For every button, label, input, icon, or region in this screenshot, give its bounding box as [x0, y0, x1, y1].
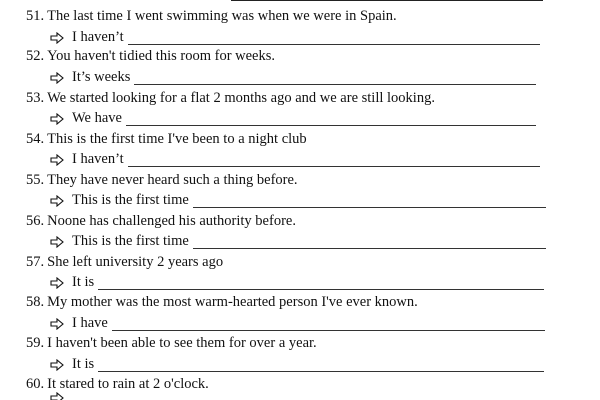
question-number: 58. [26, 294, 45, 310]
question-56 [26, 213, 296, 229]
question-55 [26, 172, 298, 188]
arrow-icon [50, 277, 64, 289]
arrow-icon [50, 154, 64, 166]
answer-blank[interactable] [98, 359, 544, 372]
question-number: 60. [26, 376, 45, 392]
question-text: They have never heard such a thing before. [47, 172, 298, 188]
question-57 [26, 254, 223, 270]
question-number: 52. [26, 48, 45, 64]
question-59 [26, 335, 317, 351]
question-54 [26, 131, 307, 147]
question-53 [26, 90, 435, 106]
answer-line-60 [50, 392, 72, 400]
answer-prompt: It is [72, 274, 95, 290]
question-text: The last time I went swimming was when we were in Spain. [47, 8, 397, 24]
answer-line-52 [50, 69, 536, 85]
question-58 [26, 294, 418, 310]
arrow-icon [50, 392, 64, 400]
answer-prompt: I haven’t [72, 151, 124, 167]
question-number: 56. [26, 213, 45, 229]
answer-prompt: It’s weeks [72, 69, 131, 85]
answer-prompt: I haven’t [72, 29, 124, 45]
arrow-icon [50, 236, 64, 248]
arrow-icon [50, 113, 64, 125]
answer-line-59 [50, 356, 544, 372]
answer-blank[interactable] [128, 32, 540, 45]
answer-blank[interactable] [98, 277, 544, 290]
answer-line-55 [50, 192, 546, 208]
question-number: 54. [26, 131, 45, 147]
answer-blank[interactable] [128, 154, 540, 167]
answer-blank[interactable] [134, 72, 536, 85]
arrow-icon [50, 359, 64, 371]
question-text: She left university 2 years ago [47, 254, 224, 270]
question-52 [26, 48, 275, 64]
answer-line-53 [50, 110, 536, 126]
answer-blank[interactable] [193, 236, 546, 249]
question-text: We started looking for a flat 2 months ago and we are still looking. [47, 90, 435, 106]
question-number: 59. [26, 335, 45, 351]
arrow-icon [50, 32, 64, 44]
question-text: My mother was the most warm-hearted person I've ever known. [47, 294, 418, 310]
question-text: This is the first time I've been to a night club [47, 131, 307, 147]
question-number: 51. [26, 8, 45, 24]
question-text: You haven't tidied this room for weeks. [47, 48, 276, 64]
answer-blank[interactable] [126, 113, 536, 126]
question-number: 55. [26, 172, 45, 188]
arrow-icon [50, 195, 64, 207]
answer-prompt: We have [72, 110, 122, 126]
answer-blank[interactable] [193, 195, 546, 208]
question-text: It stared to rain at 2 o'clock. [47, 376, 209, 392]
answer-prompt: I have [72, 315, 108, 331]
answer-line-51 [50, 29, 540, 45]
answer-blank[interactable] [112, 318, 545, 331]
question-60 [26, 376, 209, 392]
arrow-icon [50, 318, 64, 330]
answer-line-56 [50, 233, 546, 249]
question-51 [26, 8, 397, 24]
answer-prompt: This is the first time [72, 233, 189, 249]
question-text: I haven't been able to see them for over a year. [47, 335, 317, 351]
answer-prompt: It is [72, 356, 95, 372]
previous-answer-blank [231, 0, 543, 1]
question-text: Noone has challenged his authority before. [47, 213, 296, 229]
answer-line-54 [50, 151, 540, 167]
question-number: 53. [26, 90, 45, 106]
answer-prompt: This is the first time [72, 192, 189, 208]
answer-line-57 [50, 274, 544, 290]
arrow-icon [50, 72, 64, 84]
question-number: 57. [26, 254, 45, 270]
answer-line-58 [50, 315, 545, 331]
